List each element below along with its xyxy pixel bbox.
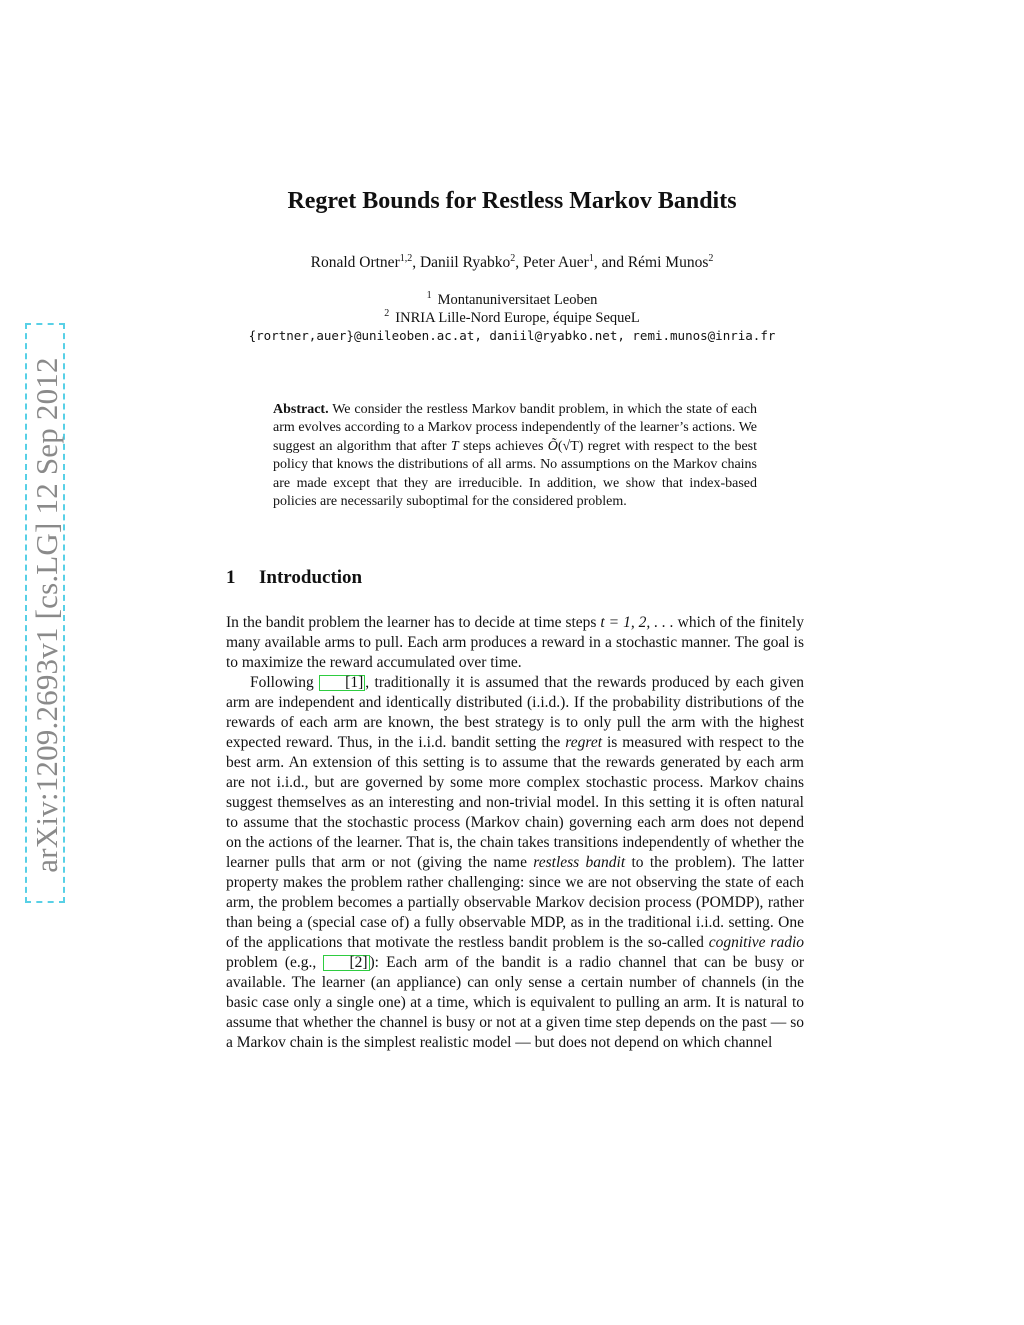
section-heading	[226, 567, 362, 589]
abstract-text: We consider the restless Markov bandit problem, in which the state of each arm evolves according to a Markov process independently of the learner’s actions. We suggest an algorithm that after	[273, 402, 757, 454]
math-variable: T	[450, 438, 459, 454]
paragraph-text: problem (e.g.,	[226, 954, 317, 971]
author-affiliation-mark: 1,2	[399, 253, 413, 264]
paragraph-text: In the bandit problem the learner has to decide at time steps	[226, 614, 597, 631]
emphasis: restless bandit	[533, 854, 626, 871]
paragraph-text: is measured with respect to the best arm. An extension of this setting is to assume that the rewards generated by each arm are not i.i.d., but are governed by some more complex stochastic process. Markov chains suggest themselves as an interesting and non-trivial model. In this setting it is often natural to assume that the stochastic process (Markov chain) governing each arm does not depend on the actions of the learner. That is, the chain takes transitions independently of whether the learner pulls that arm or not (giving the name	[226, 734, 804, 871]
emphasis: regret	[565, 734, 603, 751]
body-text	[226, 613, 804, 1053]
affiliation-2	[0, 308, 1024, 327]
author-separator: , and	[593, 254, 628, 272]
abstract-text: regret with respect to the best policy that knows the distributions of all arms. No assumptions on the Markov chains are made except that they are irreducible. In addition, we show that index-based policies are necessarily suboptimal for the considered problem.	[273, 438, 758, 510]
paragraph-text: to the problem). The latter property makes the problem rather challenging: since we are not observing the state of each arm, the problem becomes a partially observable Markov decision process (POMDP), rather than being a (special case of) a fully observable MDP, as in the traditional i.i.d. setting. One of the applications that motivate the restless bandit problem is the so-called	[226, 854, 805, 951]
author-emails: {rortner,auer}@unileoben.ac.at, daniil@ryabko.net, remi.munos@inria.fr	[248, 328, 776, 343]
author-affiliation-mark: 2	[708, 253, 714, 264]
citation-link[interactable]: [2]	[323, 955, 369, 971]
author-separator: ,	[515, 254, 523, 272]
math-bound-argument: √T	[562, 438, 579, 454]
affiliation-mark: 2	[384, 308, 390, 319]
paragraph-text: Following	[250, 674, 314, 691]
author-affiliation-mark: 1	[588, 253, 594, 264]
author-name: Peter Auer	[522, 254, 589, 272]
paragraph-text: which of the finitely many available arms to pull. Each arm produces a reward in a stochastic manner. The goal is to maximize the reward accumulated over time.	[226, 614, 804, 671]
math-bound-symbol: Õ	[547, 438, 558, 454]
affiliation-text: Montanuniversitaet Leoben	[437, 291, 598, 308]
author-separator: ,	[412, 254, 420, 272]
affiliation-text: INRIA Lille-Nord Europe, équipe SequeL	[395, 309, 640, 326]
paper-title: Regret Bounds for Restless Markov Bandits	[287, 188, 737, 214]
author-list	[0, 253, 1024, 272]
arxiv-stamp	[25, 323, 65, 903]
paragraph-text: , traditionally it is assumed that the rewards produced by each given arm are independent and identically distributed (i.i.d.). If the probability distributions of the rewards of each arm are known, the best strategy is to only pull the arm with the highest expected reward. Thus, in the i.i.d. bandit setting the	[226, 674, 805, 751]
paragraph-text: ): Each arm of the bandit is a radio channel that can be busy or available. The learner (an appliance) can only sense a certain number of channels (in the basic case only a single one) at a time, which is equivalent to pulling an arm. It is natural to assume that whether the channel is busy or not at a given time step depends on the past — so a Markov chain is the simplest realistic model — but does not depend on which channel	[226, 954, 804, 1051]
abstract-label: Abstract.	[273, 402, 329, 417]
abstract-text: steps achieves	[462, 438, 544, 454]
math-inline: t = 1, 2, . . .	[600, 614, 674, 631]
author-affiliation-mark: 2	[510, 253, 516, 264]
section-number: 1	[226, 567, 236, 588]
affiliation-mark: 1	[426, 290, 432, 301]
author-name: Daniil Ryabko	[419, 254, 511, 272]
citation-link[interactable]: [1]	[319, 675, 365, 691]
section-title: Introduction	[259, 567, 363, 588]
emphasis: cognitive radio	[708, 934, 805, 951]
paragraph	[226, 613, 804, 673]
author-name: Rémi Munos	[627, 254, 709, 272]
affiliation-1	[0, 290, 1024, 309]
arxiv-identifier: arXiv:1209.2693v1 [cs.LG] 12 Sep 2012	[29, 357, 64, 873]
paragraph	[226, 673, 804, 1053]
author-name: Ronald Ortner	[310, 254, 400, 272]
abstract: Abstract. We consider the restless Markov bandit problem, in which the state of each arm evolves according to a Markov process independently of the learner’s actions. We suggest an algorithm that after T steps achieves Õ(√T) regret with respect to the best policy that knows the distributions of all arms. No assumptions on the Markov chains are made except that they are irreducible. In addition, we show that index-based policies are necessarily suboptimal for the considered problem.	[273, 402, 758, 510]
